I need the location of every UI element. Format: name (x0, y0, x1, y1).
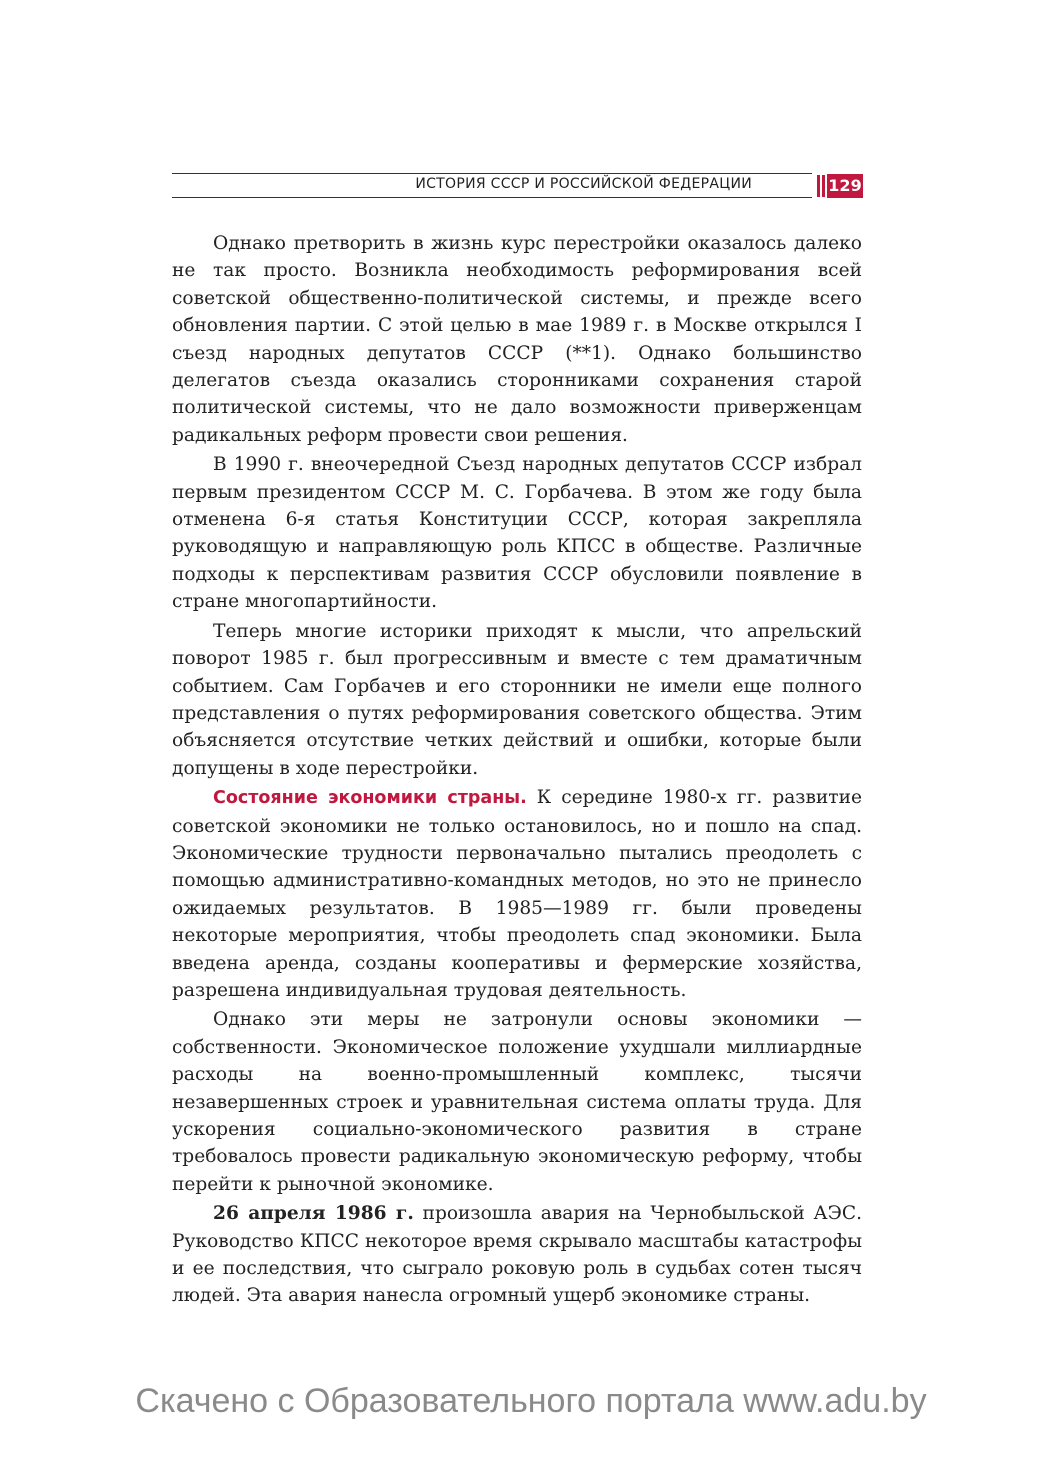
paragraph (172, 1200, 862, 1310)
section-heading: Состояние экономики страны. (213, 788, 527, 809)
header-rule-top (172, 173, 812, 174)
page-number: 129 (827, 174, 863, 198)
header-accent-bar (817, 175, 820, 197)
watermark-footer: Скачено с Образовательного портала www.adu.by (135, 1382, 927, 1420)
paragraph-text: К середине 1980-х гг. развитие советской экономики не только остановилось, но и пошло на спад. Экономические трудности первоначально пытались преодолеть с помощью административно-командных методов, но это не принесло ожидаемых результатов. В 1985—1989 гг. были проведены некоторые мероприятия, чтобы преодолеть спад экономики. Была введена аренда, созданы кооперативы и фермерские хозяйства, разрешена индивидуальная трудовая деятельность. (172, 787, 862, 1001)
paragraph: В 1990 г. внеочередной Съезд народных депутатов СССР избрал первым президентом СССР М. С. Горбачева. В этом же году была отменена 6-я статья Конституции СССР, которая закрепляла руководящую и направляющую роль КПСС в обществе. Различные подходы к перспективам развития СССР обусловили появление в стране многопартийности. (172, 454, 862, 613)
paragraph-text: произошла авария на Чернобыльской АЭС. Руководство КПСС некоторое время скрывало масштабы катастрофы и ее последствия, что сыграло роковую роль в судьбах сотен тысяч людей. Эта авария нанесла огромный ущерб экономике страны. (172, 1203, 862, 1307)
paragraph (172, 784, 862, 1004)
bold-date: 26 апреля 1986 г. (213, 1203, 414, 1225)
header-accent-bar (822, 175, 825, 197)
paragraph: Однако эти меры не затронули основы экономики — собственности. Экономическое положение ухудшали миллиардные расходы на военно-промышленный комплекс, тысячи незавершенных строек и уравнительная система оплаты труда. Для ускорения социально-экономического развития в стране требовалось провести радикальную экономическую реформу, чтобы перейти к рыночной экономике. (172, 1009, 862, 1195)
running-head (172, 173, 862, 199)
header-rule-bottom (172, 197, 812, 198)
body-text (172, 230, 862, 1312)
paragraph: Однако претворить в жизнь курс перестройки оказалось далеко не так просто. Возникла необходимость реформирования всей советской общественно-политической системы, и прежде всего обновления партии. С этой целью в мае 1989 г. в Москве открылся I съезд народных депутатов СССР (**1). Однако большинство делегатов съезда оказались сторонниками сохранения старой политической системы, что не дало возможности приверженцам радикальных реформ провести свои решения. (172, 233, 862, 446)
paragraph: Теперь многие историки приходят к мысли, что апрельский поворот 1985 г. был прогрессивным и вместе с тем драматичным событием. Сам Горбачев и его сторонники не имели еще полного представления о путях реформирования советского общества. Этим объясняется отсутствие четких действий и ошибки, которые были допущены в ходе перестройки. (172, 620, 862, 779)
running-title: ИСТОРИЯ СССР И РОССИЙСКОЙ ФЕДЕРАЦИИ (415, 176, 752, 192)
